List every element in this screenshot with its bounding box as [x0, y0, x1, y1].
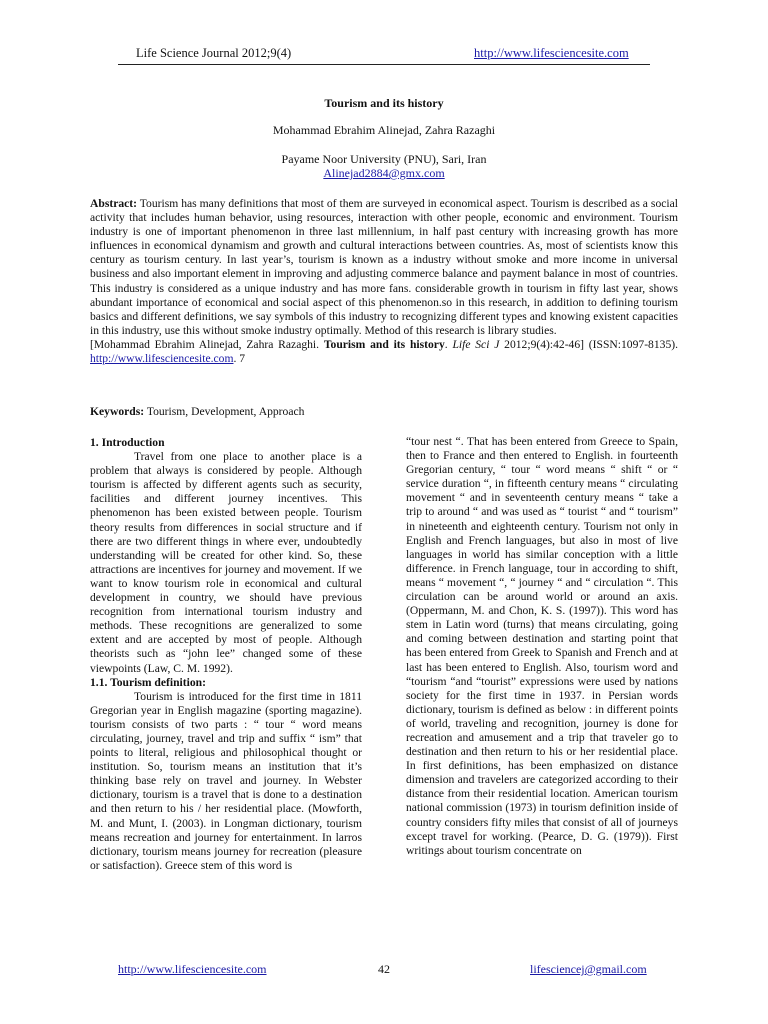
- tourism-definition-paragraph: Tourism is introduced for the first time in 1811 Gregorian year in English magazine (sporting magazine). tourism consists of two parts : “ tour “ word means circulating, journey, travel and trip and suffix “ ism” that points to literal, religious and philosophical thought or institution. So, tourism means an institution that it’s thinking base rely on travel and journey. In Webster dictionary, tourism is a travel that is done to a destination and then return to his / her residential place. (Mowforth, M. and Munt, I. (2003). in Longman dictionary, tourism means recreation and journey for entertainment. In larros dictionary, tourism means journey for recreation (pleasure or satisfaction). Greece stem of this word is: [90, 689, 362, 872]
- keywords-label: Keywords:: [90, 405, 145, 418]
- affiliation: Payame Noor University (PNU), Sari, Iran: [281, 152, 487, 166]
- left-column: [90, 436, 362, 873]
- author-email-link[interactable]: Alinejad2884@gmx.com: [323, 166, 445, 180]
- author-email-line: [0, 166, 768, 181]
- authors: Mohammad Ebrahim Alinejad, Zahra Razaghi: [272, 123, 496, 137]
- abstract-text: Tourism has many definitions that most of them are surveyed in economical aspect. Tourism is described as a social activity that includes human behavior, using resources, interaction with other people, economic and environment. Tourism industry is one of important phenomenon in three last millennium, in half past century with increasing growth has more influences in economical dynamism and growth and cultural interactions between countries. As, most of scientists know this century as tourism century. In last year’s, tourism is known as a industry without smoke and more income in universal business and also important element in improving and adjusting commerce balance and payment balance in most of countries. This industry is considered as a unique industry and has more fans. considerable growth in tourism in fifty last year, shows abundant importance of economical and social aspect of this phenomenon.so in this research, in addition to defining tourism basics and different definitions, we say symbols of this industry to recognizing different types and knowing existent capacities in this industry, use this without smoke industry optimally. Method of this research is library studies.: [90, 197, 678, 337]
- right-column-paragraph: “tour nest “. That has been entered from Greece to Spain, then to France and then entered to English. in fourteenth Gregorian century, “ tour “ word means “ shift “ or “ service duration “, in fifteenth century means “ circulating movement “ and in seventeenth century means “ take a trip to around “ and was used as “ tourist “ and “ tourism” in nineteenth and eighteenth century. Tourism not only in English and French languages, but also in most of live languages in world has similar conception with a little difference. in French language, tour in according to shift, means “ movement “, “ journey “ and “ circulation “. This circulation can be around world or around an axis. (Oppermann, M. and Chon, K. S. (1997)). This word has stem in Latin word (turns) that means circulating, going and coming between destination and starting point that has been entered from Greek to Spanish and French and at last has been entered to English. Also, tourism word and “tourism “and “tourist” expressions were used by nations society for the first time in 1937. in Persian words dictionary, tourism is defined as below : in different points of world, traveling and recognition, journey is done for recreation and amusement and a trip that traveler go to destination and then return to his or her residential place. In first definitions, has been emphasized on distance dimension and travelers are categorized according to their distance from their residential location. American tourism national commission (1973) in tourism definition inside of country considers fifty miles that consist of all of journeys except travel for working. (Pearce, D. G. (1979)). First writings about tourism concentrate on: [406, 435, 678, 857]
- right-column: [406, 435, 678, 858]
- header-rule: [118, 64, 650, 65]
- section-heading-tourism-definition: 1.1. Tourism definition:: [90, 675, 206, 689]
- citation-title: Tourism and its history: [323, 337, 445, 351]
- abstract: [90, 197, 678, 366]
- citation-post: 2012;9(4):42-46] (ISSN:1097-8135).: [504, 337, 679, 351]
- introduction-paragraph: Travel from one place to another place is a problem that always is considered by people. Although tourism is affected by different agents such as security, facilities and different journey incentives. This phenomenon has been existed between people. Tourism theory results from differences in social structure and if there are two different things in where ever, undoubtedly understanding will be created for other kind. So, these attractions are incentives for journey and movement. If we want to know tourism role in economical and cultural development in country, we should have previous recognition from international tourism industry and methods. These recognitions are generalized to some extent and are accepted by most of people. Although theorists such as “john lee” changed some of these viewpoints (Law, C. M. 1992).: [90, 450, 362, 675]
- page-number: 42: [378, 962, 390, 976]
- citation: [Mohammad Ebrahim Alinejad, Zahra Razaghi. Tourism and its history. Life Sci J 2012;9(4):42-46] (ISSN:1097-8135). http://www.lifesciencesite.com. 7: [90, 337, 679, 366]
- citation-number: . 7: [233, 352, 246, 366]
- abstract-label: Abstract:: [90, 197, 138, 210]
- citation-journal: Life Sci J: [452, 337, 500, 351]
- running-header-journal: Life Science Journal 2012;9(4): [136, 46, 292, 60]
- citation-pre: [Mohammad Ebrahim Alinejad, Zahra Razaghi.: [90, 337, 320, 351]
- header-url-link[interactable]: http://www.lifesciencesite.com: [474, 46, 629, 60]
- keywords: [90, 405, 678, 419]
- section-heading-introduction: 1. Introduction: [90, 436, 165, 449]
- keywords-text: Tourism, Development, Approach: [146, 405, 305, 418]
- citation-url-link[interactable]: http://www.lifesciencesite.com: [90, 352, 234, 366]
- footer-email-link[interactable]: lifesciencej@gmail.com: [530, 962, 647, 976]
- paper-title: Tourism and its history: [324, 96, 444, 110]
- footer-url-link[interactable]: http://www.lifesciencesite.com: [118, 962, 267, 976]
